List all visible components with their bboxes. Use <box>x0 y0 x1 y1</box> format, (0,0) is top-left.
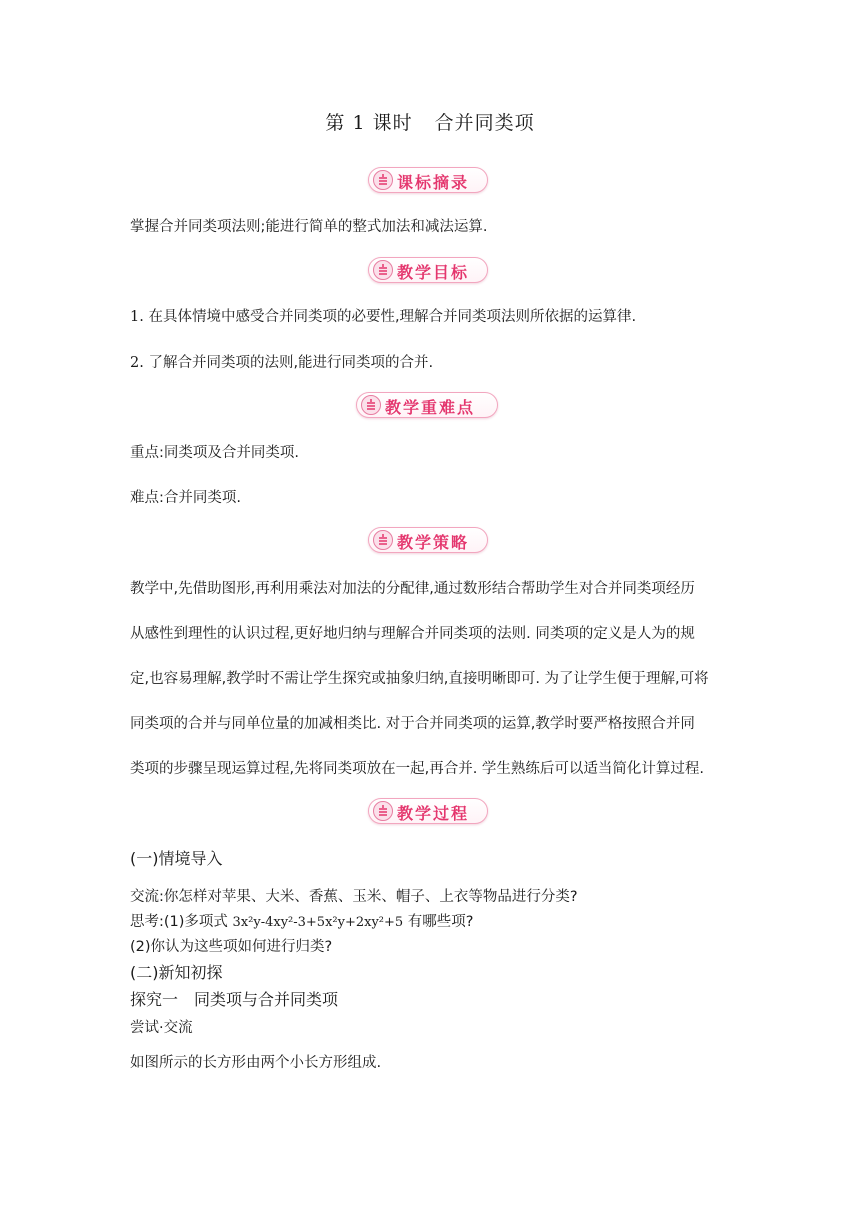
book-stack-icon <box>373 170 393 190</box>
difficult-point: 难点:合并同类项. <box>130 490 241 506</box>
badge-celue <box>368 527 488 553</box>
badge-label: 教学策略 <box>397 533 470 552</box>
polynomial: 3x²y-4xy²-3+5x²y+2xy²+5 <box>232 915 404 930</box>
strategy-line: 类项的步骤呈现运算过程,先将同类项放在一起,再合并. 学生熟练后可以适当简化计算过程. <box>130 761 705 777</box>
goal-1: 1. 在具体情境中感受合并同类项的必要性,理解合并同类项法则所依据的运算律. <box>130 309 637 325</box>
goal-2: 2. 了解合并同类项的法则,能进行同类项的合并. <box>130 355 434 371</box>
think-question-1: 思考:(1)多项式 3x²y-4xy²-3+5x²y+2xy²+5 有哪些项? <box>130 914 474 930</box>
badge-label: 教学过程 <box>397 804 470 823</box>
book-stack-icon <box>373 260 393 280</box>
think-question-2: (2)你认为这些项如何进行归类? <box>130 939 333 955</box>
page-title <box>0 108 860 135</box>
book-stack-icon <box>373 530 393 550</box>
key-point: 重点:同类项及合并同类项. <box>130 445 299 461</box>
badge-kebiao <box>368 167 488 193</box>
strategy-line: 定,也容易理解,教学时不需让学生探究或抽象归纳,直接明晰即可. 为了让学生便于理解,可将 <box>130 671 709 687</box>
strategy-line: 教学中,先借助图形,再利用乘法对加法的分配律,通过数形结合帮助学生对合并同类项经历 <box>130 581 695 597</box>
section-situation: (一)情境导入 <box>130 849 223 868</box>
lesson-number: 第 1 课时 <box>325 112 413 134</box>
lesson-topic: 合并同类项 <box>434 112 535 134</box>
figure-description: 如图所示的长方形由两个小长方形组成. <box>130 1055 382 1071</box>
badge-zhongnan <box>356 392 498 418</box>
section-new-knowledge: (二)新知初探 <box>130 963 223 982</box>
strategy-line: 从感性到理性的认识过程,更好地归纳与理解合并同类项的法则. 同类项的定义是人为的规 <box>130 626 695 642</box>
badge-label: 教学重难点 <box>385 398 476 417</box>
explore-heading: 探究一 同类项与合并同类项 <box>130 990 339 1009</box>
badge-label: 教学目标 <box>397 263 470 282</box>
book-stack-icon <box>373 801 393 821</box>
try-exchange: 尝试·交流 <box>130 1020 193 1036</box>
badge-mubiao <box>368 257 488 283</box>
exchange-text: 交流:你怎样对苹果、大米、香蕉、玉米、帽子、上衣等物品进行分类? <box>130 889 578 905</box>
book-stack-icon <box>361 395 381 415</box>
badge-label: 课标摘录 <box>397 173 470 192</box>
strategy-line: 同类项的合并与同单位量的加减相类比. 对于合并同类项的运算,教学时要严格按照合并同 <box>130 716 695 732</box>
badge-guocheng <box>368 798 488 824</box>
kebiao-text: 掌握合并同类项法则;能进行简单的整式加法和减法运算. <box>130 219 488 235</box>
